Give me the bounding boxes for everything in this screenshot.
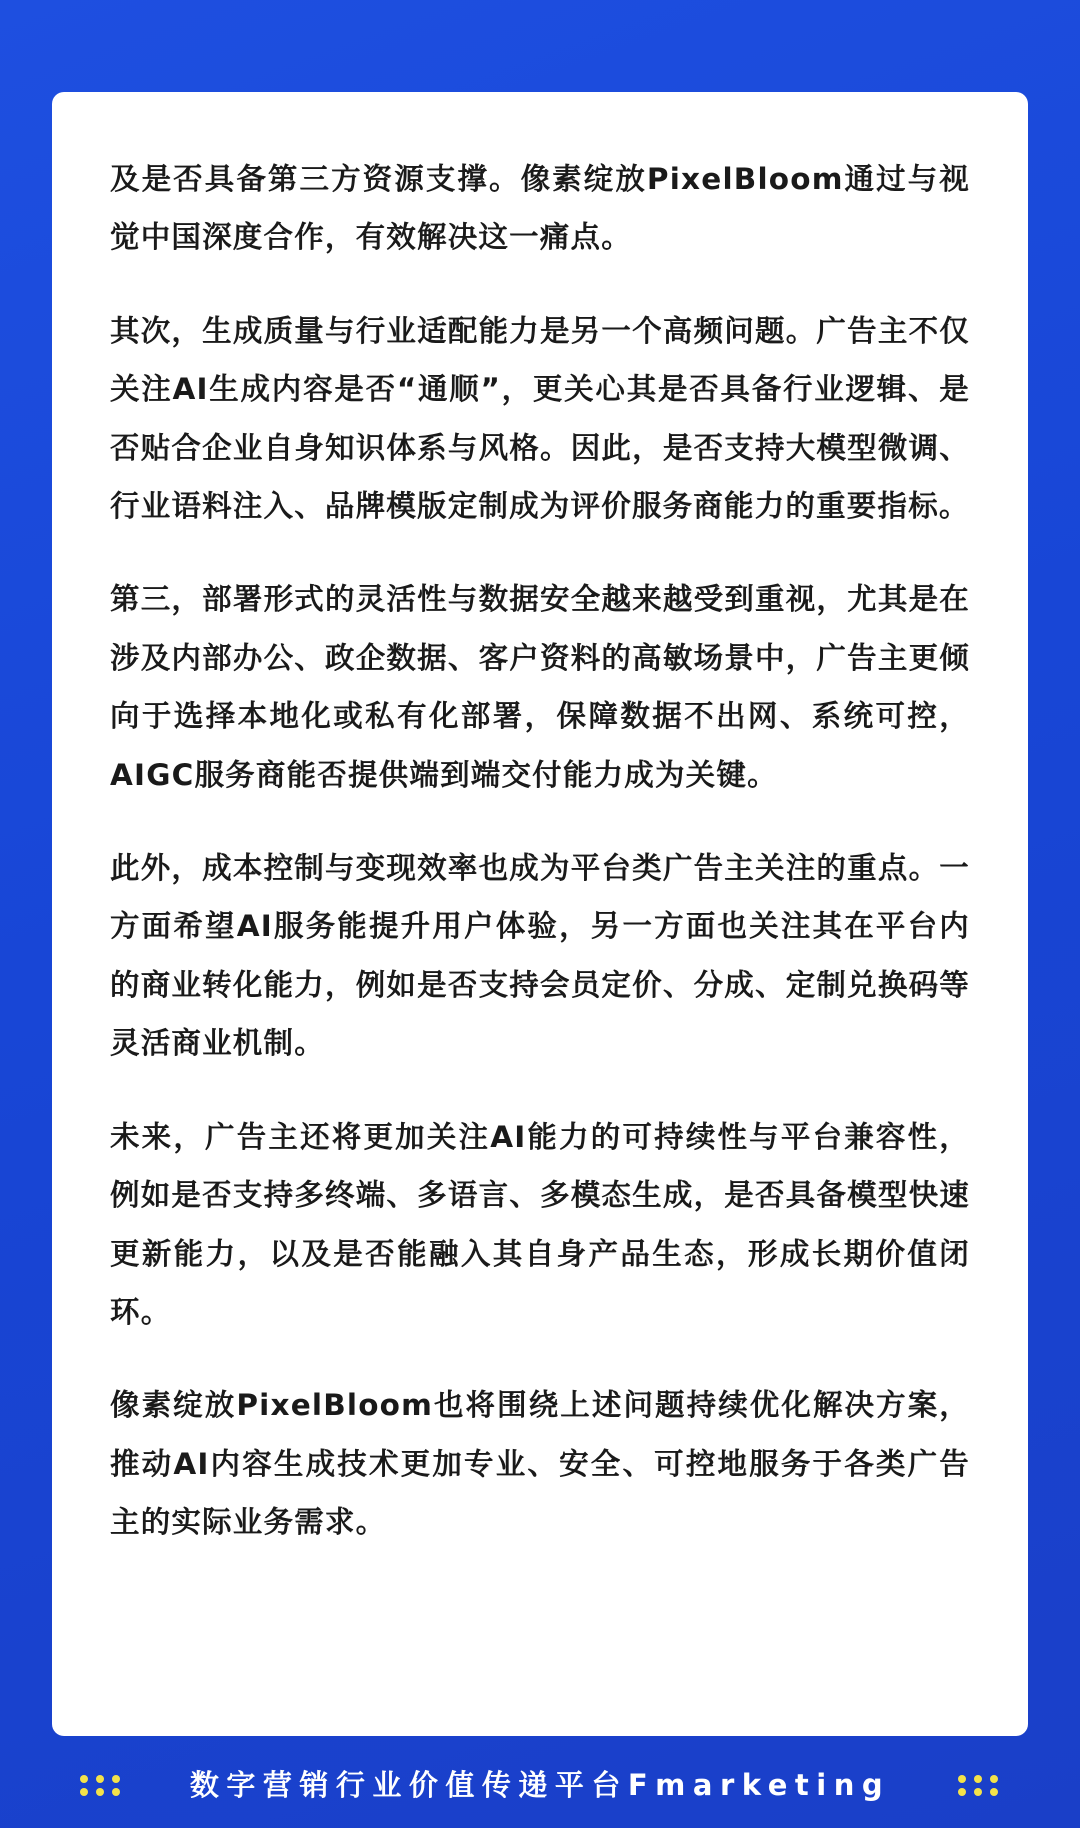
footer-bar — [0, 1755, 1080, 1813]
article-paragraph-2: 其次，生成质量与行业适配能力是另一个高频问题。广告主不仅关注AI生成内容是否“通顺”，更关心其是否具备行业逻辑、是否贴合企业自身知识体系与风格。因此，是否支持大模型微调、行业语料注入、品牌模版定制成为评价服务商能力的重要指标。 — [110, 313, 970, 524]
article-paragraph-5: 未来，广告主还将更加关注AI能力的可持续性与平台兼容性，例如是否支持多终端、多语言、多模态生成，是否具备模型快速更新能力，以及是否能融入其自身产品生态，形成长期价值闭环。 — [110, 1119, 970, 1329]
article-card — [52, 92, 1028, 1736]
article-paragraph-6: 像素绽放PixelBloom也将围绕上述问题持续优化解决方案，推动AI内容生成技术更加专业、安全、可控地服务于各类广告主的实际业务需求。 — [110, 1388, 970, 1540]
dots-decoration-icon — [958, 1775, 1002, 1795]
article-paragraph-1: 及是否具备第三方资源支撑。像素绽放PixelBloom通过与视觉中国深度合作，有效解决这一痛点。 — [110, 162, 970, 255]
footer-slogan: 数字营销行业价值传递平台Fmarketing — [189, 1768, 891, 1802]
article-paragraph-3: 第三，部署形式的灵活性与数据安全越来越受到重视，尤其是在涉及内部办公、政企数据、客户资料的高敏场景中，广告主更倾向于选择本地化或私有化部署，保障数据不出网、系统可控，AIGC服务商能否提供端到端交付能力成为关键。 — [110, 582, 970, 792]
article-paragraph-4: 此外，成本控制与变现效率也成为平台类广告主关注的重点。一方面希望AI服务能提升用户体验，另一方面也关注其在平台内的商业转化能力，例如是否支持会员定价、分成、定制兑换码等灵活商业机制。 — [110, 851, 970, 1061]
